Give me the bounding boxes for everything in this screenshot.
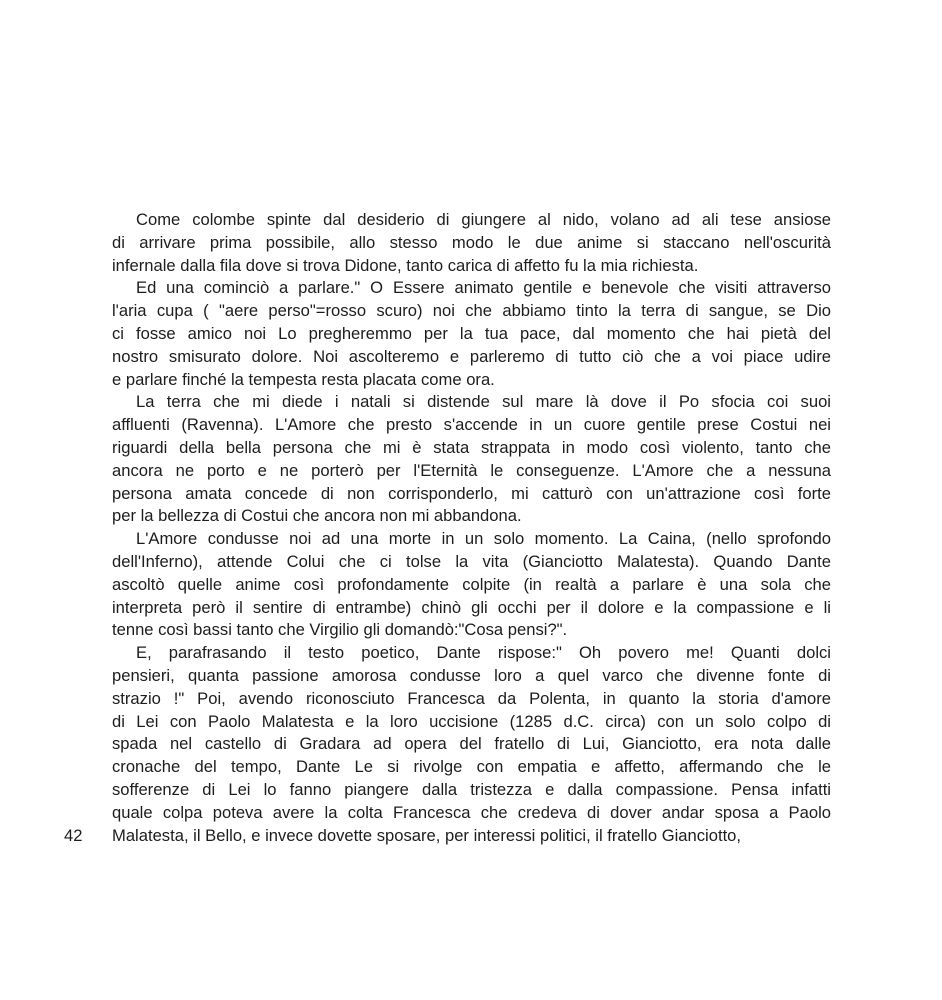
text-line: sofferenze di Lei lo fanno piangere dalla tristezza e dalla compassione. Pensa infatti bbox=[112, 779, 831, 799]
text-line: Ed una cominciò a parlare." O Essere animato gentile e benevole che visiti attraverso bbox=[136, 278, 831, 298]
text-line: cronache del tempo, Dante Le si rivolge con empatia e affetto, affermando che le bbox=[112, 757, 831, 777]
text-line: di Lei con Paolo Malatesta e la loro uccisione (1285 d.C. circa) con un solo colpo di bbox=[112, 711, 831, 731]
text-line: persona amata concede di non corrisponderlo, mi catturò con un'attrazione così forte bbox=[112, 483, 831, 503]
text-line: ascoltò quelle anime così profondamente colpite (in realtà a parlare è una sola che bbox=[112, 574, 831, 594]
text-line: nostro smisurato dolore. Noi ascolteremo e parleremo di tutto ciò che a voi piace udire bbox=[112, 346, 831, 366]
text-line: Malatesta, il Bello, e invece dovette sposare, per interessi politici, il fratello Gianciotto, bbox=[112, 825, 742, 845]
text-line: ancora ne porto e ne porterò per l'Eternità le conseguenze. L'Amore che a nessuna bbox=[112, 460, 831, 480]
paragraph bbox=[112, 391, 831, 528]
text-line: affluenti (Ravenna). L'Amore che presto s'accende in un cuore gentile prese Costui nei bbox=[112, 415, 831, 435]
text-line: per la bellezza di Costui che ancora non mi abbandona. bbox=[112, 506, 522, 526]
paragraph bbox=[112, 528, 831, 642]
text-line: tenne così bassi tanto che Virgilio gli domandò:"Cosa pensi?". bbox=[112, 620, 568, 640]
text-line: l'aria cupa ( "aere perso"=rosso scuro) noi che abbiamo tinto la terra di sangue, se Dio bbox=[112, 301, 831, 321]
paragraph bbox=[112, 277, 831, 391]
text-line: quale colpa poteva avere la colta Francesca che credeva di dover andar sposa a Paolo bbox=[112, 802, 831, 822]
text-line: riguardi della bella persona che mi è stata strappata in modo così violento, tanto che bbox=[112, 437, 831, 457]
text-line: e parlare finché la tempesta resta placata come ora. bbox=[112, 369, 495, 389]
text-line: La terra che mi diede i natali si distende sul mare là dove il Po sfocia coi suoi bbox=[136, 392, 831, 412]
text-line: infernale dalla fila dove si trova Didone, tanto carica di affetto fu la mia richiesta. bbox=[112, 255, 699, 275]
text-line: interpreta però il sentire di entrambe) chinò gli occhi per il dolore e la compassione e li bbox=[112, 597, 831, 617]
paragraph bbox=[112, 642, 831, 847]
page-number: 42 bbox=[64, 825, 83, 845]
text-line: strazio !" Poi, avendo riconosciuto Francesca da Polenta, in quanto la storia d'amore bbox=[112, 688, 831, 708]
text-line: pensieri, quanta passione amorosa condusse loro a quel varco che divenne fonte di bbox=[112, 665, 831, 685]
text-line: dell'Inferno), attende Colui che ci tolse la vita (Gianciotto Malatesta). Quando Dante bbox=[112, 551, 831, 571]
text-line: E, parafrasando il testo poetico, Dante rispose:" Oh povero me! Quanti dolci bbox=[136, 643, 831, 663]
text-line: ci fosse amico noi Lo pregheremmo per la tua pace, dal momento che hai pietà del bbox=[112, 323, 831, 343]
text-line: spada nel castello di Gradara ad opera del fratello di Lui, Gianciotto, era nota dalle bbox=[112, 734, 831, 754]
text-line: L'Amore condusse noi ad una morte in un solo momento. La Caina, (nello sprofondo bbox=[136, 529, 831, 549]
text-line: Come colombe spinte dal desiderio di giungere al nido, volano ad ali tese ansiose bbox=[136, 210, 831, 229]
text-block bbox=[112, 209, 831, 847]
text-line: di arrivare prima possibile, allo stesso modo le due anime si staccano nell'oscurità bbox=[112, 232, 831, 252]
paragraph bbox=[112, 209, 831, 277]
